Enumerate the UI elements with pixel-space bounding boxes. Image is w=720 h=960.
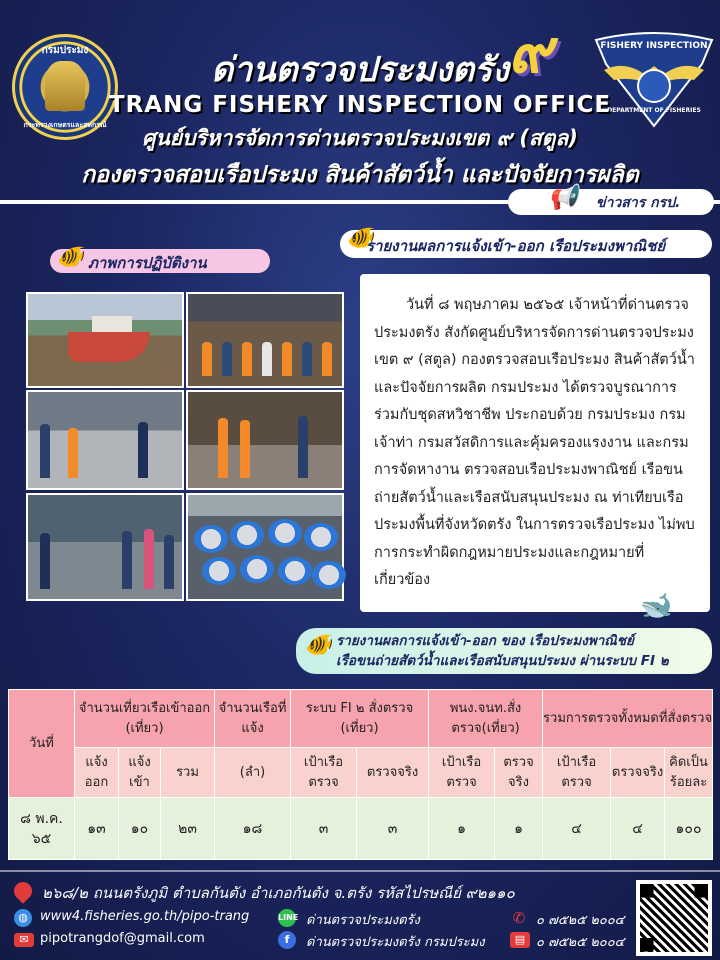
news-tag	[508, 183, 714, 215]
office-title-english: TRANG FISHERY INSPECTION OFFICE	[108, 92, 612, 118]
header-fi2: ระบบ FI ๒ สั่งตรวจ (เที่ยว)	[291, 690, 429, 748]
activity-section-label	[50, 245, 270, 273]
sub-out: แจ้งออก	[75, 748, 119, 798]
sub-fi2-actual: ตรวจจริง	[357, 748, 429, 798]
photo-fish-buckets	[186, 493, 344, 601]
inspection-summary-table	[8, 689, 713, 860]
office-title-thai: ด่านตรวจประมงตรัง	[211, 50, 509, 90]
cell-sum: ๒๓	[161, 798, 215, 860]
cell-out: ๑๓	[75, 798, 119, 860]
sub-sum: รวม	[161, 748, 215, 798]
sub-officer-target: เป้าเรือตรวจ	[429, 748, 495, 798]
photo-fishing-boat	[26, 292, 184, 388]
report-text-box	[360, 274, 710, 612]
news-tag-label: ข่าวสาร กรป.	[596, 195, 681, 211]
photo-pier-team	[26, 493, 184, 601]
cell-fi2-target: ๓	[291, 798, 357, 860]
sub-officer-actual: ตรวจจริง	[495, 748, 543, 798]
division-subtitle: กองตรวจสอบเรือประมง สินค้าสัตว์น้ำ และปัจจัยการผลิต	[81, 162, 639, 188]
footer-address: ๒๖๘/๒ ถนนตรังภูมิ ตำบลกันตัง อำเภอกันตัง จ.ตรัง รหัสไปรษณีย์ ๙๒๑๑๐	[42, 884, 515, 902]
cell-total-actual: ๔	[611, 798, 665, 860]
globe-icon: ◍	[14, 909, 32, 927]
seal-top-text: กรมประมง	[41, 45, 89, 56]
center-subtitle: ศูนย์บริหารจัดการด่านตรวจประมงเขต ๙ (สตูล)	[142, 126, 578, 150]
report-label-text: รายงานผลการแจ้งเข้า-ออก เรือประมงพาณิชย์	[366, 237, 666, 255]
sub-fi2-target: เป้าเรือตรวจ	[291, 748, 357, 798]
cell-fi2-actual: ๓	[357, 798, 429, 860]
region-number: ๙	[508, 17, 552, 87]
fish-icon: 🐠	[56, 245, 84, 270]
megaphone-icon: 📢	[548, 183, 578, 211]
fi2-banner-line2: เรือขนถ่ายสัตว์น้ำและเรือสนับสนุนประมง ผ่านระบบ FI ๒	[336, 653, 669, 669]
header-trips: จำนวนเที่ยวเรือเข้าออก (เที่ยว)	[75, 690, 215, 748]
sub-total-actual: ตรวจจริง	[611, 748, 665, 798]
phone-icon: ✆	[512, 909, 526, 927]
report-paragraph: วันที่ ๘ พฤษภาคม ๒๕๖๕ เจ้าหน้าที่ด่านตรวจประมงตรัง สังกัดศูนย์บริหารจัดการด่านตรวจประมง เขต ๙ (สตูล) กองตรวจสอบเรือประมง สินค้าสัตว์น้ำ และปัจจัยการผลิต กรมประมง ได้ตรวจบูรณาการร่วมกับชุดสหวิชาชีพ ประกอบด้วย กรมประมง กรมเจ้าท่า กรมสวัสดิการและคุ้มครองแรงงาน และกรมการจัดหางาน ตรวจสอบเรือประมงพาณิชย์ เรือขนถ่ายสัตว์น้ำและเรือสนับสนุนประมง ณ ท่าเทียบเรือประมงพื้นที่จังหวัดตรัง ในการตรวจเรือประมง ไม่พบการกระทำผิดกฎหมายประมงและกฎหมายที่เกี่ยวข้อง	[374, 297, 695, 588]
location-pin-icon	[10, 878, 35, 903]
photo-crew-inspection	[186, 390, 344, 490]
footer-facebook[interactable]: ด่านตรวจประมงตรัง กรมประมง	[306, 935, 485, 950]
cell-officer-actual: ๑	[495, 798, 543, 860]
sub-total-target: เป้าเรือตรวจ	[543, 748, 611, 798]
table-subheader-row	[9, 748, 713, 798]
photo-team-group	[186, 292, 344, 388]
qr-code[interactable]	[636, 880, 712, 956]
footer-line-account[interactable]: ด่านตรวจประมงตรัง	[306, 913, 420, 928]
email-icon: ✉	[14, 933, 34, 947]
sub-percent: คิดเป็นร้อยละ	[665, 748, 713, 798]
fi2-report-banner	[296, 628, 712, 674]
footer-email[interactable]: pipotrangdof@gmail.com	[40, 931, 205, 946]
sub-in: แจ้งเข้า	[119, 748, 161, 798]
header-date: วันที่	[9, 690, 75, 798]
cell-officer-target: ๑	[429, 798, 495, 860]
table-row	[9, 798, 713, 860]
activity-label-text: ภาพการปฏิบัติงาน	[88, 254, 207, 272]
header-officer: พนง.จนท.สั่งตรวจ(เที่ยว)	[429, 690, 543, 748]
badge-bottom-text: DEPARTMENT OF FISHERIES	[607, 107, 701, 114]
line-app-icon: LINE	[278, 909, 296, 927]
fax-icon: ▤	[510, 932, 530, 948]
cell-total-target: ๔	[543, 798, 611, 860]
facebook-icon: f	[278, 931, 296, 949]
fish-icon: 🐠	[304, 633, 332, 658]
cell-boats: ๑๘	[215, 798, 291, 860]
footer-divider	[0, 870, 720, 872]
fi2-banner-line1: รายงานผลการแจ้งเข้า-ออก ของ เรือประมงพาณิชย์	[336, 633, 634, 649]
header-total: รวมการตรวจทั้งหมดที่สั่งตรวจ	[543, 690, 713, 748]
footer-website[interactable]: www4.fisheries.go.th/pipo-trang	[40, 909, 250, 924]
header-boats: จำนวนเรือที่แจ้ง	[215, 690, 291, 748]
footer-phone[interactable]: ๐ ๗๕๒๕ ๒๐๐๔	[536, 913, 625, 928]
fish-icon: 🐠	[346, 226, 374, 251]
table-header-row	[9, 690, 713, 748]
seal-bottom-text: กระทรวงเกษตรและสหกรณ์	[23, 121, 107, 129]
cell-in: ๑๐	[119, 798, 161, 860]
sub-unit: (ลำ)	[215, 748, 291, 798]
whale-icon: 🐋	[640, 591, 673, 621]
row-date: ๘ พ.ค. ๖๕	[9, 798, 75, 860]
footer-fax[interactable]: ๐ ๗๕๒๕ ๒๐๐๔	[536, 935, 625, 950]
badge-top-text: FISHERY INSPECTION	[600, 41, 708, 51]
cell-percent: ๑๐๐	[665, 798, 713, 860]
photo-document-check	[26, 390, 184, 490]
report-section-label	[340, 226, 712, 258]
